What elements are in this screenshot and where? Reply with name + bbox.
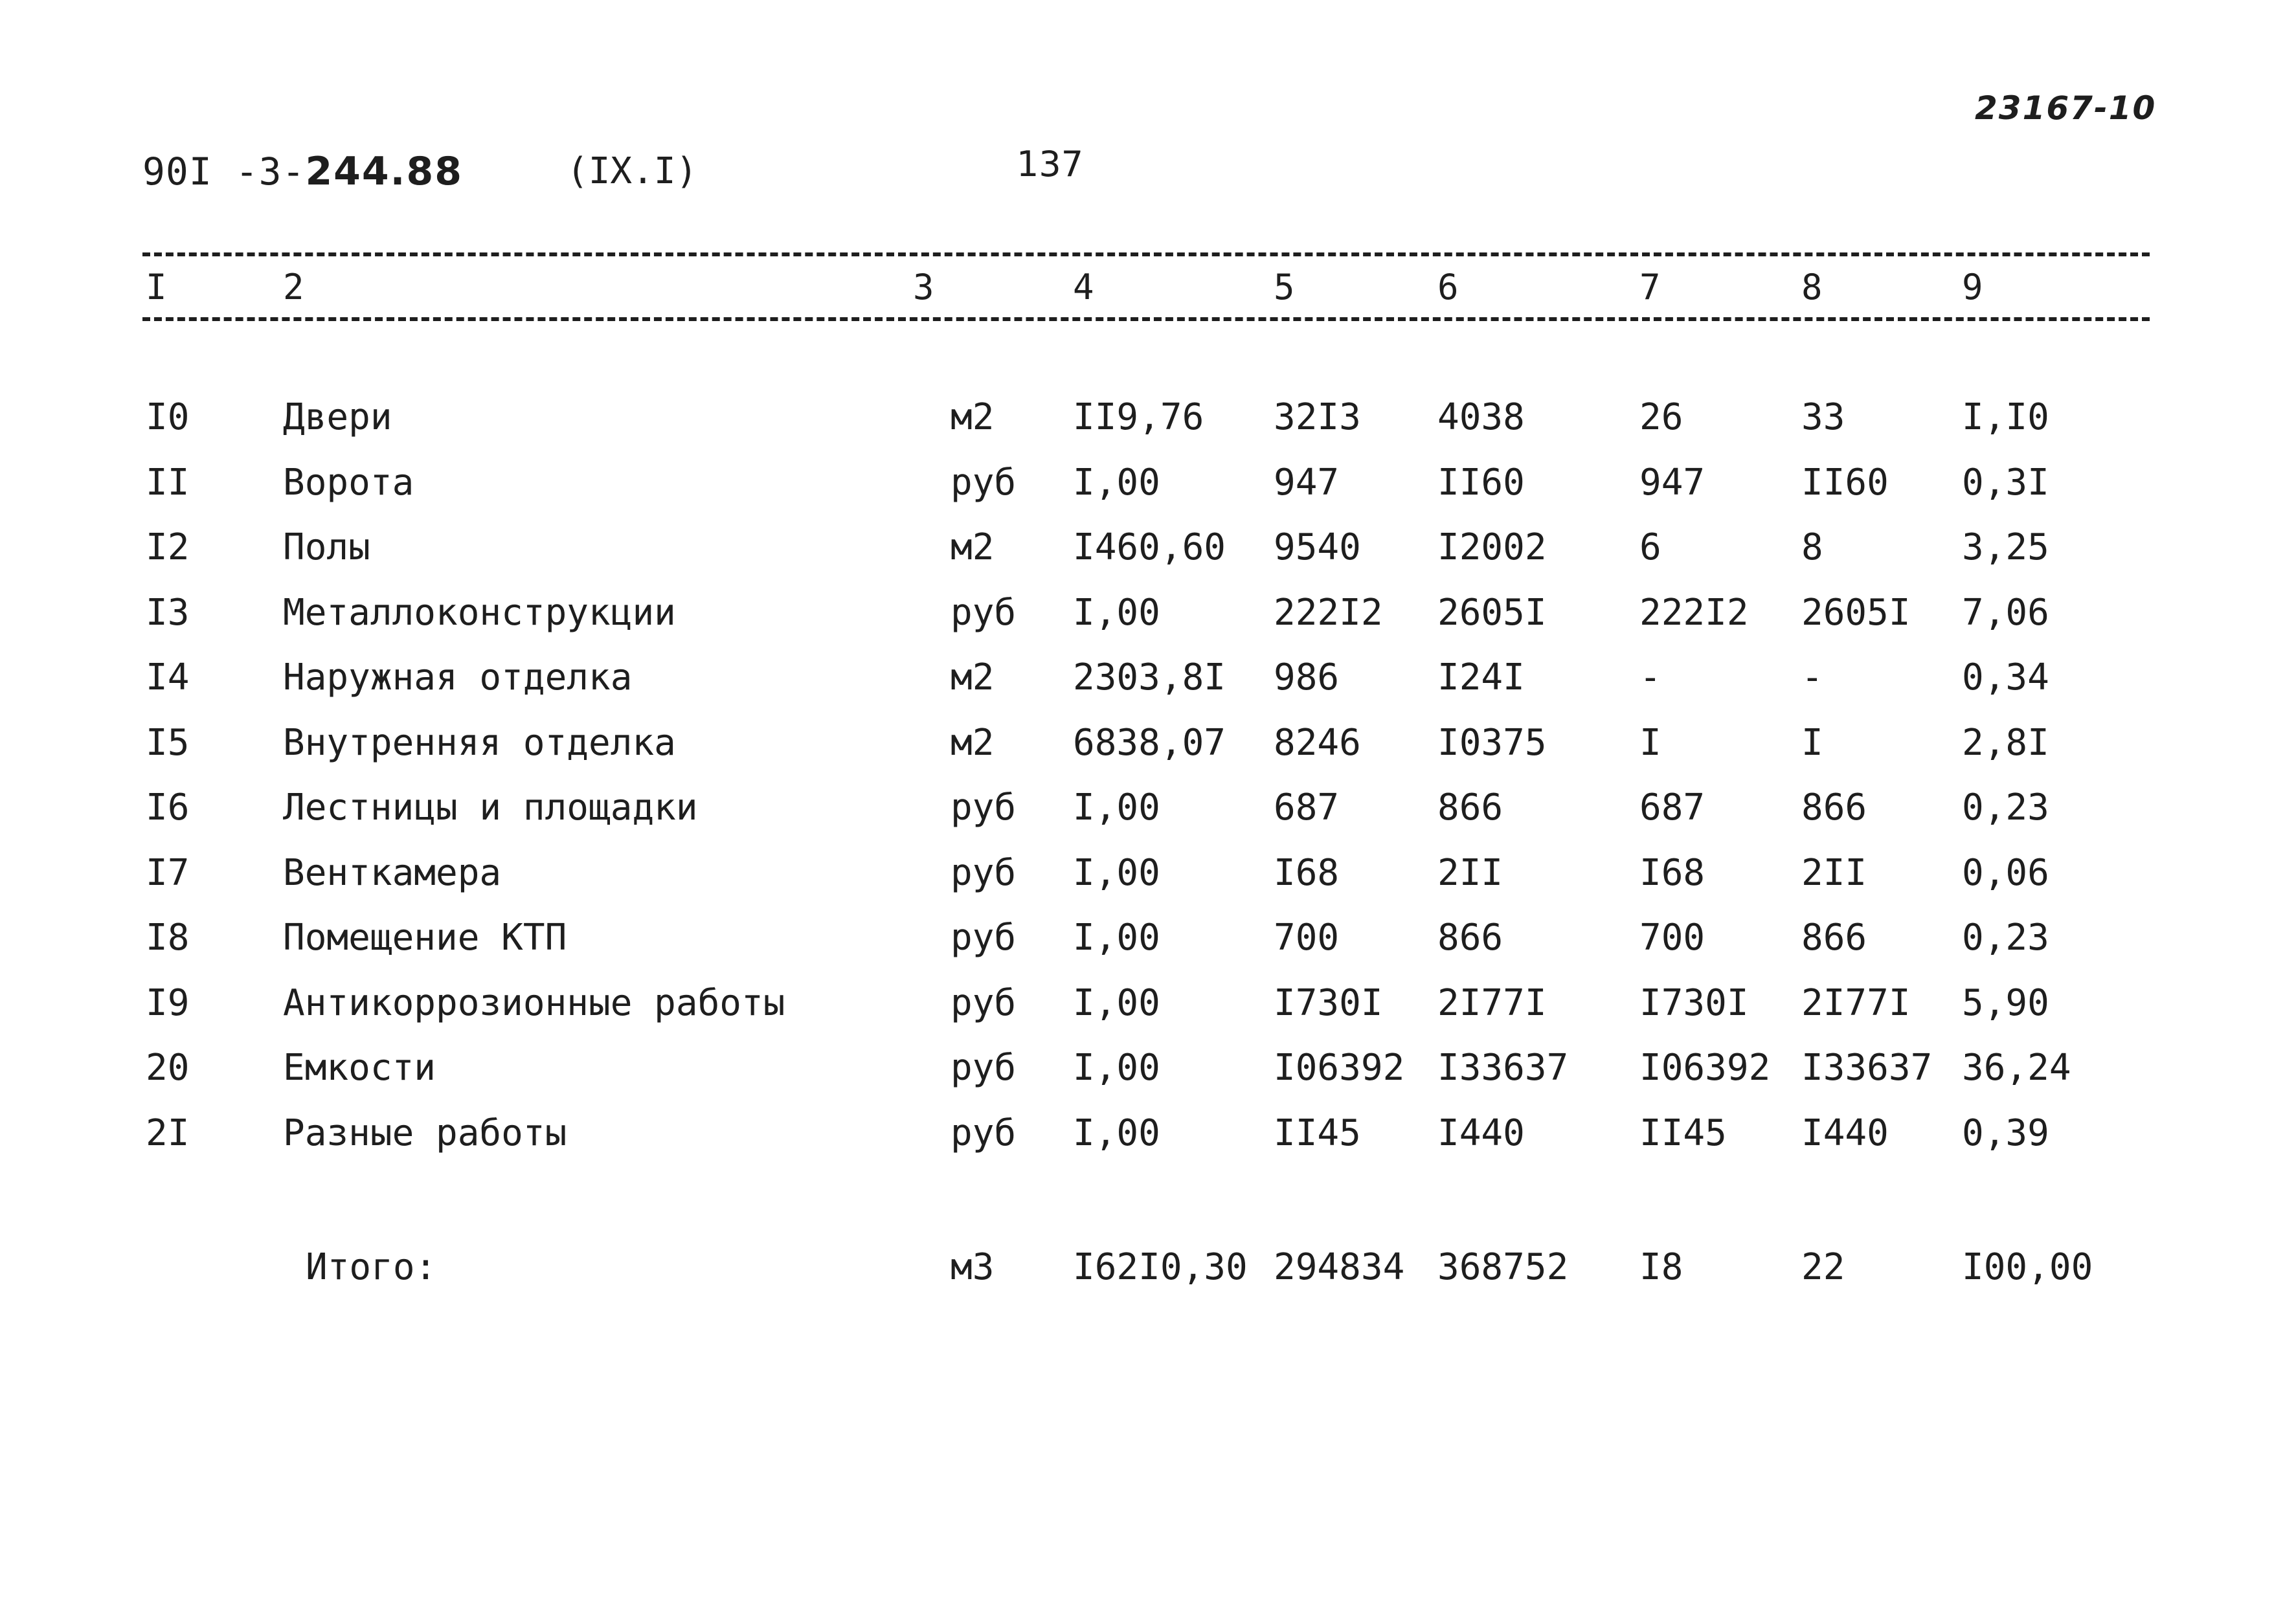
cell-cost-5: I68	[1274, 852, 1340, 894]
cell-unit: руб	[951, 982, 1017, 1024]
cell-row-number: II	[146, 462, 190, 504]
cell-row-number: I2	[146, 526, 190, 568]
total-value-5: 294834	[1274, 1246, 1405, 1288]
total-value-7: I8	[1639, 1246, 1683, 1288]
cell-value-7: I68	[1639, 852, 1705, 894]
cell-value-8: 2I77I	[1801, 982, 1911, 1024]
cell-value-7: 687	[1639, 787, 1705, 829]
cell-percent: 0,23	[1962, 787, 2049, 829]
cell-cost-5: 32I3	[1274, 396, 1361, 438]
cell-value-8: -	[1801, 656, 1823, 698]
cell-cost-5: 947	[1274, 462, 1340, 504]
cell-value-7: -	[1639, 656, 1661, 698]
cell-quantity: I460,60	[1073, 526, 1226, 568]
cell-value-7: 26	[1639, 396, 1683, 438]
archive-number: 23167-10	[1975, 89, 2157, 127]
cell-cost-5: 8246	[1274, 722, 1361, 764]
column-header-7: 7	[1639, 267, 1661, 307]
cell-quantity: I,00	[1073, 917, 1160, 959]
cell-value-7: 700	[1639, 917, 1705, 959]
cell-cost-6: I0375	[1437, 722, 1547, 764]
cell-value-8: I	[1801, 722, 1823, 764]
cell-row-number: 20	[146, 1047, 190, 1089]
cell-cost-6: I33637	[1437, 1047, 1569, 1089]
total-value-6: 368752	[1437, 1246, 1569, 1288]
cell-value-8: I33637	[1801, 1047, 1933, 1089]
cell-value-8: 866	[1801, 787, 1867, 829]
cell-cost-6: 4038	[1437, 396, 1525, 438]
cell-quantity: I,00	[1073, 982, 1160, 1024]
cell-work-name: Венткамера	[283, 852, 502, 894]
cell-work-name: Лестницы и площадки	[283, 787, 698, 829]
cell-quantity: 2303,8I	[1073, 656, 1226, 698]
cell-value-7: I730I	[1639, 982, 1749, 1024]
column-header-1: I	[146, 267, 167, 307]
cell-unit: руб	[951, 917, 1017, 959]
cell-cost-6: I2002	[1437, 526, 1547, 568]
cell-unit: руб	[951, 787, 1017, 829]
cell-value-7: I	[1639, 722, 1661, 764]
cell-quantity: II9,76	[1073, 396, 1204, 438]
document-code	[142, 149, 463, 194]
total-value-4: I62I0,30	[1073, 1246, 1248, 1288]
cell-cost-5: II45	[1274, 1112, 1361, 1154]
document-code-handwritten: 244.88	[305, 149, 463, 194]
cell-value-8: 33	[1801, 396, 1845, 438]
cell-row-number: I3	[146, 592, 190, 634]
column-header-6: 6	[1437, 267, 1459, 307]
document-section: (IX.I)	[567, 150, 698, 192]
cell-quantity: I,00	[1073, 592, 1160, 634]
cell-unit: руб	[951, 1047, 1017, 1089]
cell-work-name: Двери	[283, 396, 392, 438]
cell-unit: руб	[951, 462, 1017, 504]
cell-percent: 0,39	[1962, 1112, 2049, 1154]
cell-value-8: I440	[1801, 1112, 1889, 1154]
cell-work-name: Емкости	[283, 1047, 436, 1089]
cell-row-number: I9	[146, 982, 190, 1024]
cell-value-8: 2605I	[1801, 592, 1911, 634]
cell-cost-5: 687	[1274, 787, 1340, 829]
column-header-9: 9	[1962, 267, 1983, 307]
cell-work-name: Металлоконструкции	[283, 592, 676, 634]
cell-row-number: I5	[146, 722, 190, 764]
header-rule-bottom	[142, 317, 2150, 321]
cell-row-number: I8	[146, 917, 190, 959]
cell-cost-5: 700	[1274, 917, 1340, 959]
cell-value-7: 947	[1639, 462, 1705, 504]
cell-cost-6: 2II	[1437, 852, 1503, 894]
total-value-8: 22	[1801, 1246, 1845, 1288]
cell-unit: м2	[951, 722, 995, 764]
cell-unit: руб	[951, 852, 1017, 894]
cell-percent: 5,90	[1962, 982, 2049, 1024]
cell-unit: м2	[951, 526, 995, 568]
cell-cost-6: I440	[1437, 1112, 1525, 1154]
cell-value-7: 6	[1639, 526, 1661, 568]
column-header-5: 5	[1274, 267, 1295, 307]
cell-quantity: I,00	[1073, 1047, 1160, 1089]
cell-value-7: 222I2	[1639, 592, 1749, 634]
cell-percent: 3,25	[1962, 526, 2049, 568]
header-rule-top	[142, 252, 2150, 256]
cell-value-7: II45	[1639, 1112, 1727, 1154]
cell-cost-5: 9540	[1274, 526, 1361, 568]
cell-unit: руб	[951, 592, 1017, 634]
cell-quantity: I,00	[1073, 1112, 1160, 1154]
cell-value-8: 2II	[1801, 852, 1867, 894]
cell-quantity: 6838,07	[1073, 722, 1226, 764]
column-header-4: 4	[1073, 267, 1094, 307]
cell-value-8: II60	[1801, 462, 1889, 504]
cell-cost-6: 866	[1437, 917, 1503, 959]
cell-value-8: 8	[1801, 526, 1823, 568]
cell-percent: 0,34	[1962, 656, 2049, 698]
page-number: 137	[1017, 144, 1084, 184]
cell-cost-6: II60	[1437, 462, 1525, 504]
cell-row-number: I7	[146, 852, 190, 894]
cell-work-name: Ворота	[283, 462, 414, 504]
cell-percent: 7,06	[1962, 592, 2049, 634]
total-label: Итого:	[306, 1246, 437, 1288]
cell-work-name: Антикоррозионные работы	[283, 982, 785, 1024]
cell-row-number: I6	[146, 787, 190, 829]
cell-work-name: Помещение КТП	[283, 917, 567, 959]
cell-cost-5: 222I2	[1274, 592, 1383, 634]
cell-cost-6: 2605I	[1437, 592, 1547, 634]
document-code-prefix: 90I -3-	[142, 150, 306, 194]
cell-cost-5: 986	[1274, 656, 1340, 698]
cell-unit: руб	[951, 1112, 1017, 1154]
cell-work-name: Полы	[283, 526, 370, 568]
cell-quantity: I,00	[1073, 852, 1160, 894]
cell-work-name: Разные работы	[283, 1112, 567, 1154]
cell-unit: м2	[951, 396, 995, 438]
column-header-3: 3	[913, 267, 934, 307]
cell-cost-6: 2I77I	[1437, 982, 1547, 1024]
cell-cost-6: 866	[1437, 787, 1503, 829]
cell-percent: 0,06	[1962, 852, 2049, 894]
cell-value-8: 866	[1801, 917, 1867, 959]
cell-percent: 0,23	[1962, 917, 2049, 959]
cell-work-name: Внутренняя отделка	[283, 722, 676, 764]
cell-cost-6: I24I	[1437, 656, 1525, 698]
cell-percent: 2,8I	[1962, 722, 2049, 764]
cell-cost-5: I730I	[1274, 982, 1383, 1024]
cell-value-7: I06392	[1639, 1047, 1771, 1089]
cell-unit: м2	[951, 656, 995, 698]
column-header-8: 8	[1801, 267, 1823, 307]
cell-percent: 36,24	[1962, 1047, 2071, 1089]
cell-row-number: I4	[146, 656, 190, 698]
cell-quantity: I,00	[1073, 462, 1160, 504]
total-unit: м3	[951, 1246, 995, 1288]
cell-row-number: I0	[146, 396, 190, 438]
total-value-9: I00,00	[1962, 1246, 2093, 1288]
column-header-2: 2	[283, 267, 304, 307]
cell-percent: 0,3I	[1962, 462, 2049, 504]
cell-quantity: I,00	[1073, 787, 1160, 829]
cell-percent: I,I0	[1962, 396, 2049, 438]
cell-cost-5: I06392	[1274, 1047, 1405, 1089]
cell-work-name: Наружная отделка	[283, 656, 633, 698]
cell-row-number: 2I	[146, 1112, 190, 1154]
